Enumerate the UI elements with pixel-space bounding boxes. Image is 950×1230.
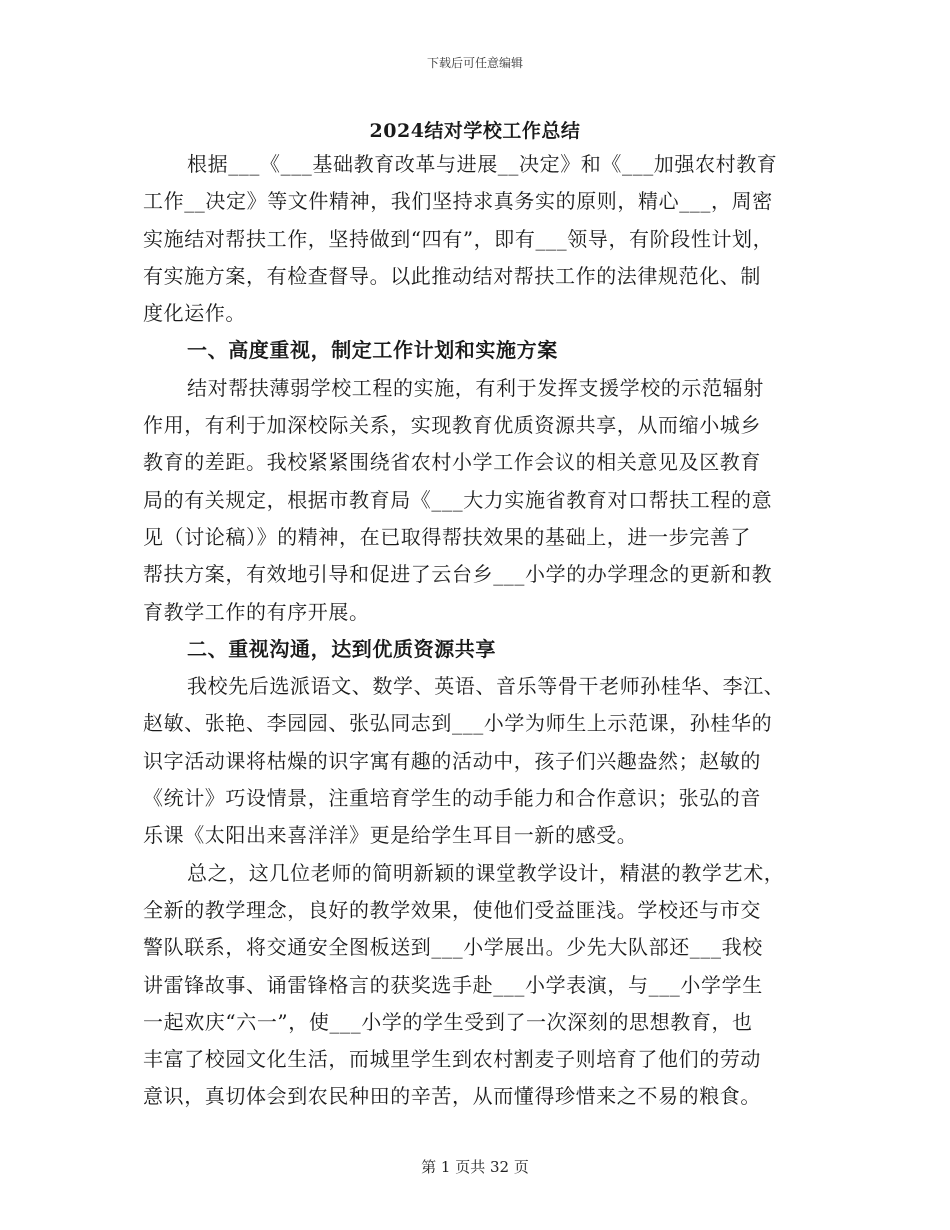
paragraph-line: 局的有关规定，根据市教育局《___大力实施省教育对口帮扶工程的意 [143,487,773,512]
paragraph-line: 《统计》巧设情景，注重培育学生的动手能力和合作意识；张弘的音 [143,786,761,811]
paragraph-line: 丰富了校园文化生活，而城里学生到农村割麦子则培育了他们的劳动 [143,1047,761,1072]
section-heading: 一、高度重视，制定工作计划和实施方案 [187,338,558,363]
paragraph-line: 度化运作。 [143,301,246,326]
paragraph-line: 意识，真切体会到农民种田的辛苦，从而懂得珍惜来之不易的粮食。 [143,1084,761,1109]
paragraph-line: 根据___《___基础教育改革与进展__决定》和《___加强农村教育 [187,152,778,176]
section-heading: 二、重视沟通，达到优质资源共享 [187,636,496,661]
paragraph-line: 作用，有利于加深校际关系，实现教育优质资源共享，从而缩小城乡 [143,413,761,438]
document-title: 2024结对学校工作总结 [369,120,581,142]
paragraph-line: 全新的教学理念，良好的教学效果，使他们受益匪浅。学校还与市交 [143,897,761,922]
paragraph-line: 我校先后选派语文、数学、英语、音乐等骨干老师孙桂华、李江、 [187,674,785,699]
document-body [143,146,819,1116]
paragraph-line: 帮扶方案，有效地引导和促进了云台乡___小学的办学理念的更新和教 [143,562,773,587]
paragraph-line: 讲雷锋故事、诵雷锋格言的获奖选手赴___小学表演，与___小学学生 [143,972,763,997]
paragraph-line: 实施结对帮扶工作，坚持做到“四有”，即有___领导，有阶段性计划， [143,226,774,251]
paragraph-line: 见（讨论稿）》的精神，在已取得帮扶效果的基础上，进一步完善了 [143,524,751,549]
paragraph-line: 育教学工作的有序开展。 [143,599,370,624]
paragraph-line: 结对帮扶薄弱学校工程的实施，有利于发挥支援学校的示范辐射 [187,375,764,400]
paragraph-line: 识字活动课将枯燥的识字寓有趣的活动中，孩子们兴趣盎然；赵敏的 [143,748,761,773]
paragraph-line: 工作__决定》等文件精神，我们坚持求真务实的原则，精心___，周密 [143,189,773,214]
page-footer: 第 1 页共 32 页 [421,1158,529,1176]
paragraph-line: 总之，这几位老师的简明新颖的课堂教学设计，精湛的教学艺术， [187,860,785,885]
paragraph-line: 教育的差距。我校紧紧围绕省农村小学工作会议的相关意见及区教育 [143,450,761,475]
header-note: 下载后可任意编辑 [426,56,523,70]
paragraph-line: 乐课《太阳出来喜洋洋》更是给学生耳目一新的感受。 [143,823,638,848]
paragraph-line: 有实施方案，有检查督导。以此推动结对帮扶工作的法律规范化、制 [143,263,761,288]
paragraph-line: 一起欢庆“六一”，使___小学的学生受到了一次深刻的思想教育，也 [143,1009,753,1034]
paragraph-line: 赵敏、张艳、李园园、张弘同志到___小学为师生上示范课，孙桂华的 [143,711,773,736]
paragraph-line: 警队联系，将交通安全图板送到___小学展出。少先大队部还___我校 [143,935,763,960]
